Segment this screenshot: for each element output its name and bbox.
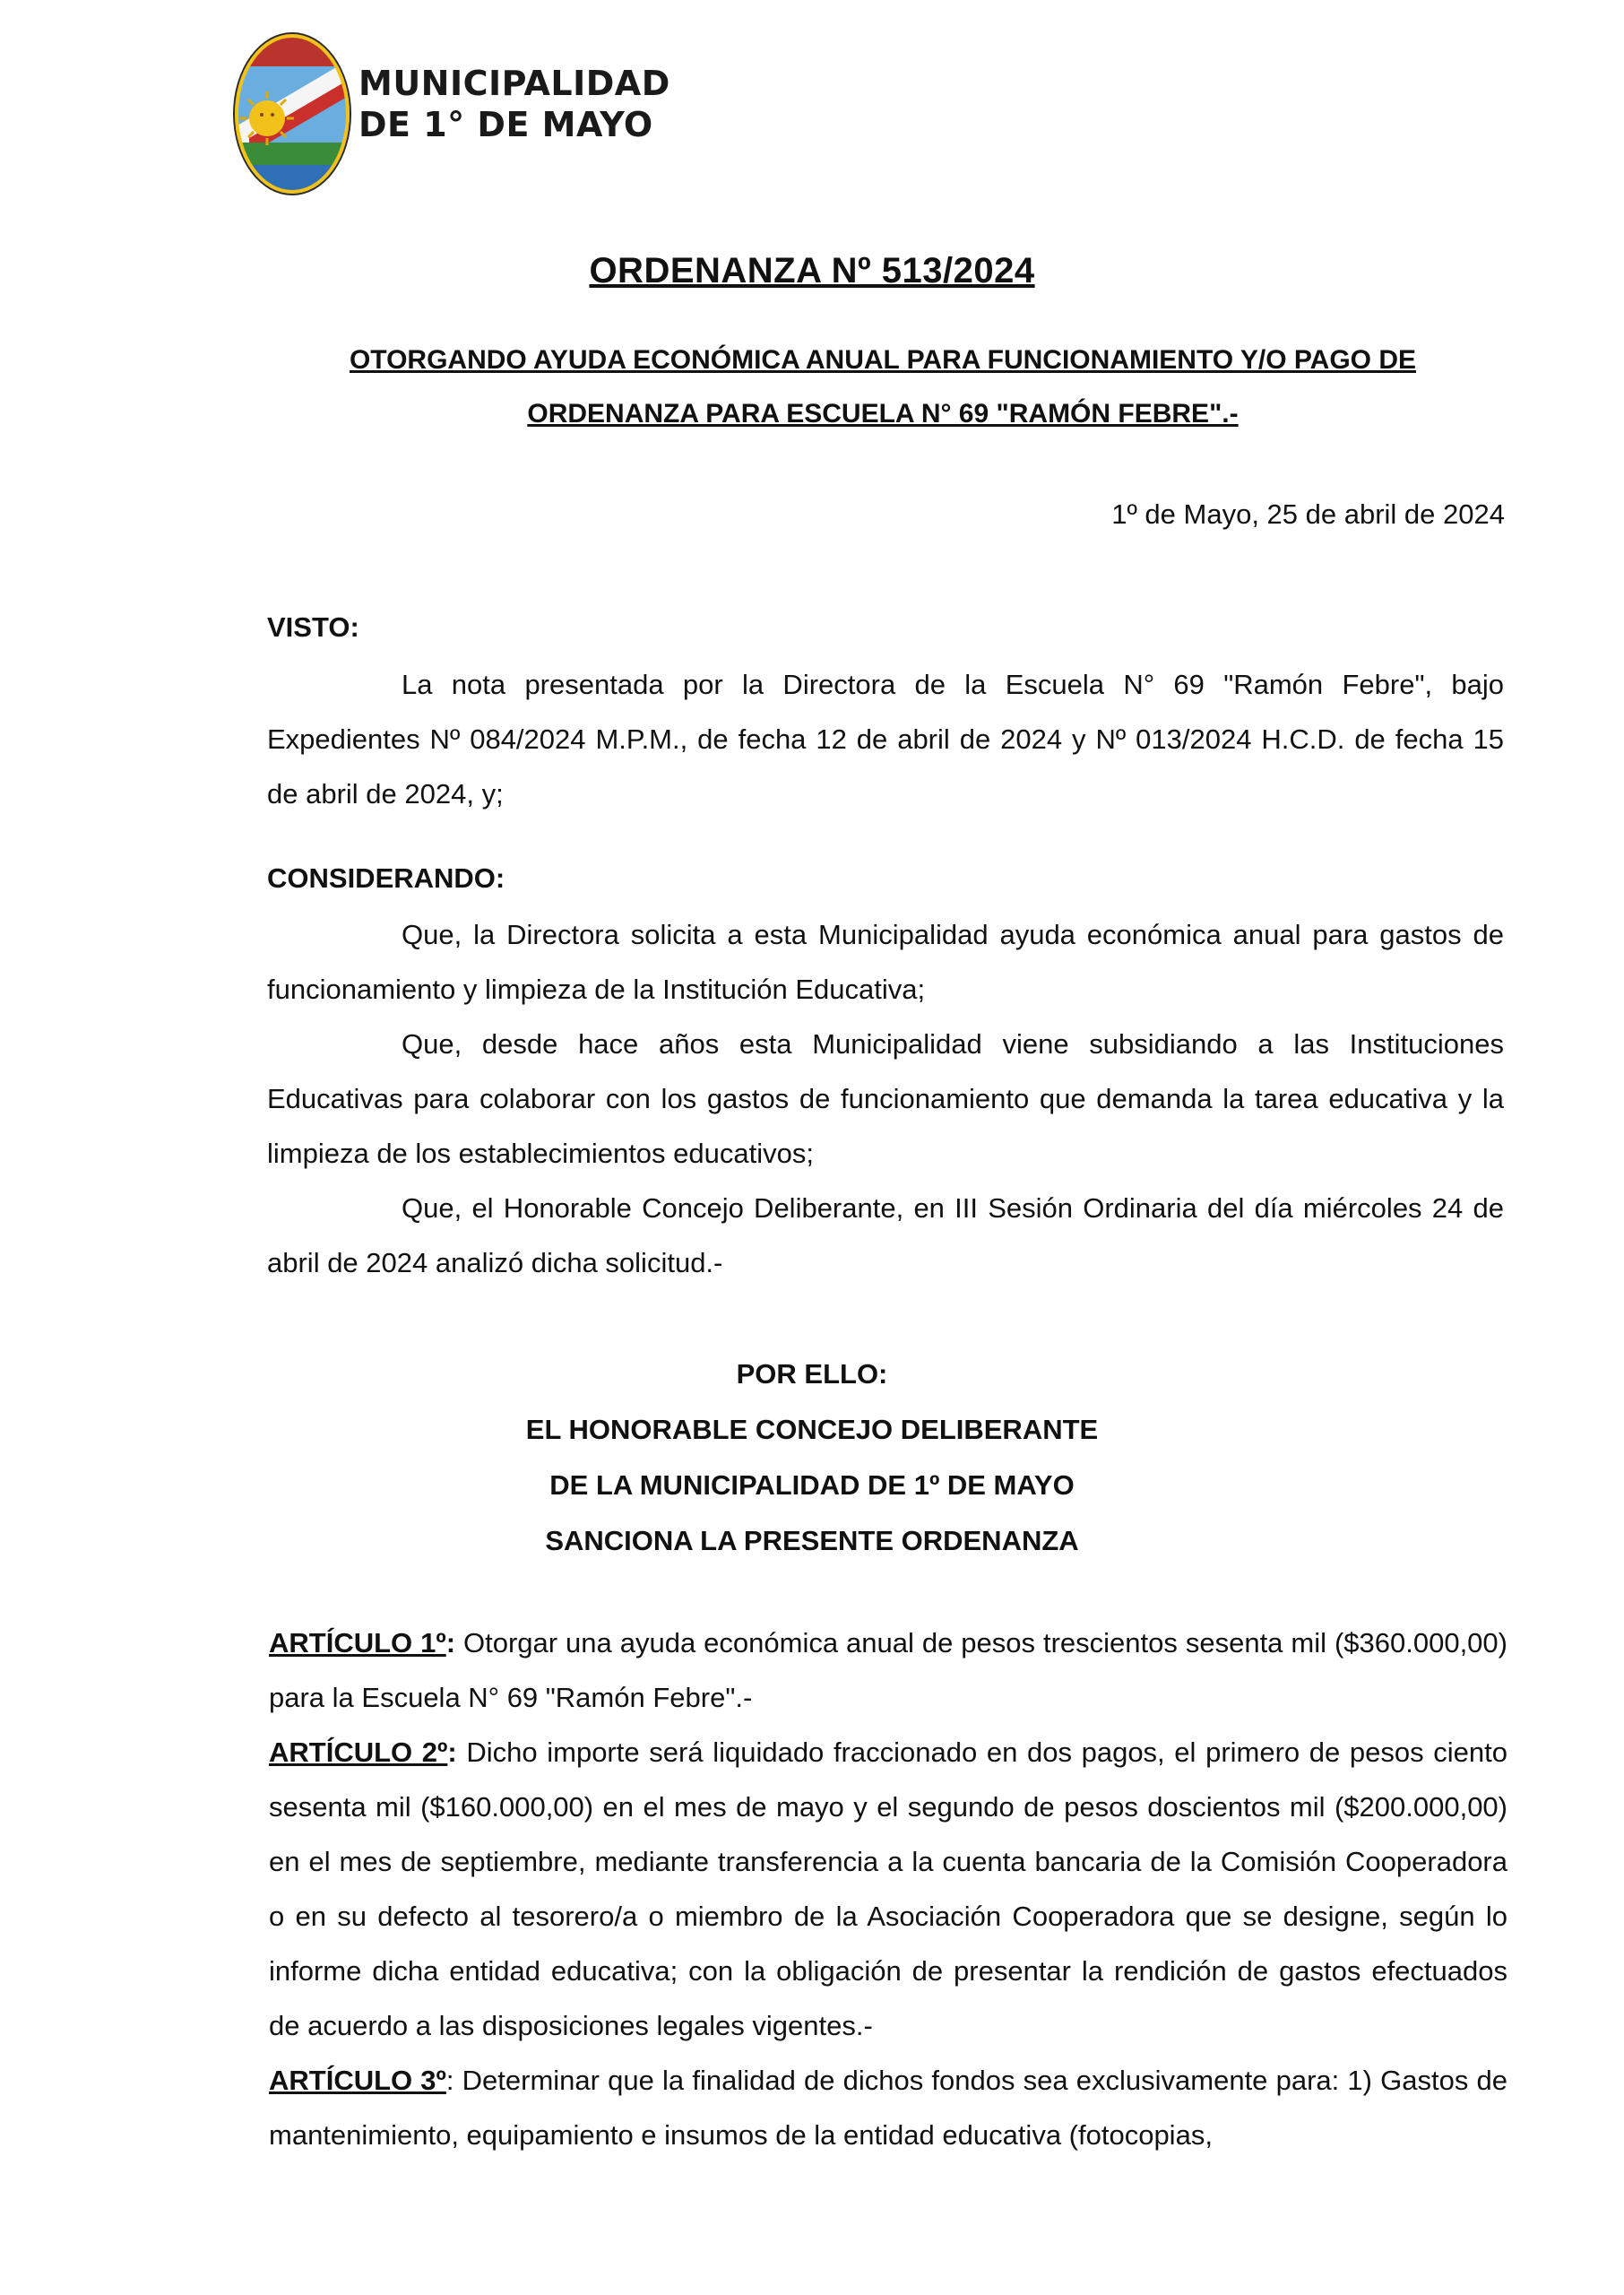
council-line: EL HONORABLE CONCEJO DELIBERANTE [525, 1414, 1099, 1445]
article-3: ARTÍCULO 3º: Determinar que la finalidad de dichos fondos sea exclusivamente para: 1) Gastos de mantenimiento, equipamiento e insumos de la entidad educativa (fotocopias, [269, 2065, 1507, 2151]
por-ello-block [0, 1347, 1624, 1569]
considerando-paragraph-2: Que, desde hace años esta Municipalidad viene subsidiando a las Instituciones Educativas para colaborar con los gastos de funcionamiento que demanda la tarea educativa y la limpieza de los establecimientos educativos; [267, 1028, 1504, 1169]
article-1: ARTÍCULO 1º: Otorgar una ayuda económica anual de pesos trescientos sesenta mil ($360.000,00) para la Escuela N° 69 "Ramón Febre".- [269, 1627, 1507, 1713]
municipal-coat-of-arms-icon [231, 30, 353, 197]
article-1-text: Otorgar una ayuda económica anual de pesos trescientos sesenta mil ($360.000,00) para la Escuela N° 69 "Ramón Febre".- [269, 1627, 1507, 1713]
por-ello-line: POR ELLO: [736, 1358, 888, 1390]
article-3-label: ARTÍCULO 3º [269, 2065, 446, 2096]
visto-heading: VISTO: [267, 611, 359, 643]
article-3-text: Determinar que la finalidad de dichos fondos sea exclusivamente para: 1) Gastos de mantenimiento, equipamiento e insumos de la entidad educativa (fotocopias, [269, 2065, 1507, 2151]
ordinance-title: ORDENANZA Nº 513/2024 [589, 251, 1035, 290]
article-2-text: Dicho importe será liquidado fraccionado en dos pagos, el primero de pesos ciento sesenta mil ($160.000,00) en el mes de mayo y el segundo de pesos doscientos mil ($200.000,00) en el mes de septiembre, mediante transferencia a la cuenta bancaria de la Comisión Cooperadora o en su defecto al tesorero/a o miembro de la Asociación Cooperadora que se designe, según lo informe dicha entidad educativa; con la obligación de presentar la rendición de gastos efectuados de acuerdo a las disposiciones legales vigentes.- [269, 1736, 1508, 2041]
ordinance-date: 1º de Mayo, 25 de abril de 2024 [1111, 498, 1505, 530]
article-1-label: ARTÍCULO 1º [269, 1627, 446, 1658]
visto-paragraph: La nota presentada por la Directora de la Escuela N° 69 "Ramón Febre", bajo Expedientes Nº 084/2024 M.P.M., de fecha 12 de abril de 2024 y Nº 013/2024 H.C.D. de fecha 15 de abril de 2024, y; [267, 669, 1504, 810]
article-2-label: ARTÍCULO 2º [269, 1736, 448, 1768]
considerando-heading: CONSIDERANDO: [267, 862, 505, 894]
municipality-name-line2: DE 1° DE MAYO [358, 105, 653, 144]
ordinance-subtitle: OTORGANDO AYUDA ECONÓMICA ANUAL PARA FUNCIONAMIENTO Y/O PAGO DE ORDENANZA PARA ESCUELA N° 69 "RAMÓN FEBRE".- [349, 345, 1417, 429]
article-2: ARTÍCULO 2º: Dicho importe será liquidado fraccionado en dos pagos, el primero de pesos ciento sesenta mil ($160.000,00) en el mes de mayo y el segundo de pesos doscientos mil ($200.000,00) en el mes de septiembre, mediante transferencia a la cuenta bancaria de la Comisión Cooperadora o en su defecto al tesorero/a o miembro de la Asociación Cooperadora que se designe, según lo informe dicha entidad educativa; con la obligación de presentar la rendición de gastos efectuados de acuerdo a las disposiciones legales vigentes.- [269, 1736, 1508, 2041]
municipality-name-line1: MUNICIPALIDAD [358, 64, 670, 103]
municipality-line: DE LA MUNICIPALIDAD DE 1º DE MAYO [549, 1469, 1075, 1501]
sanciona-line: SANCIONA LA PRESENTE ORDENANZA [545, 1525, 1079, 1556]
considerando-paragraph-3: Que, el Honorable Concejo Deliberante, en III Sesión Ordinaria del día miércoles 24 de abril de 2024 analizó dicha solicitud.- [267, 1192, 1504, 1278]
municipality-name [358, 63, 670, 145]
considerando-paragraph-1: Que, la Directora solicita a esta Municipalidad ayuda económica anual para gastos de funcionamiento y limpieza de la Institución Educativa; [267, 919, 1504, 1005]
